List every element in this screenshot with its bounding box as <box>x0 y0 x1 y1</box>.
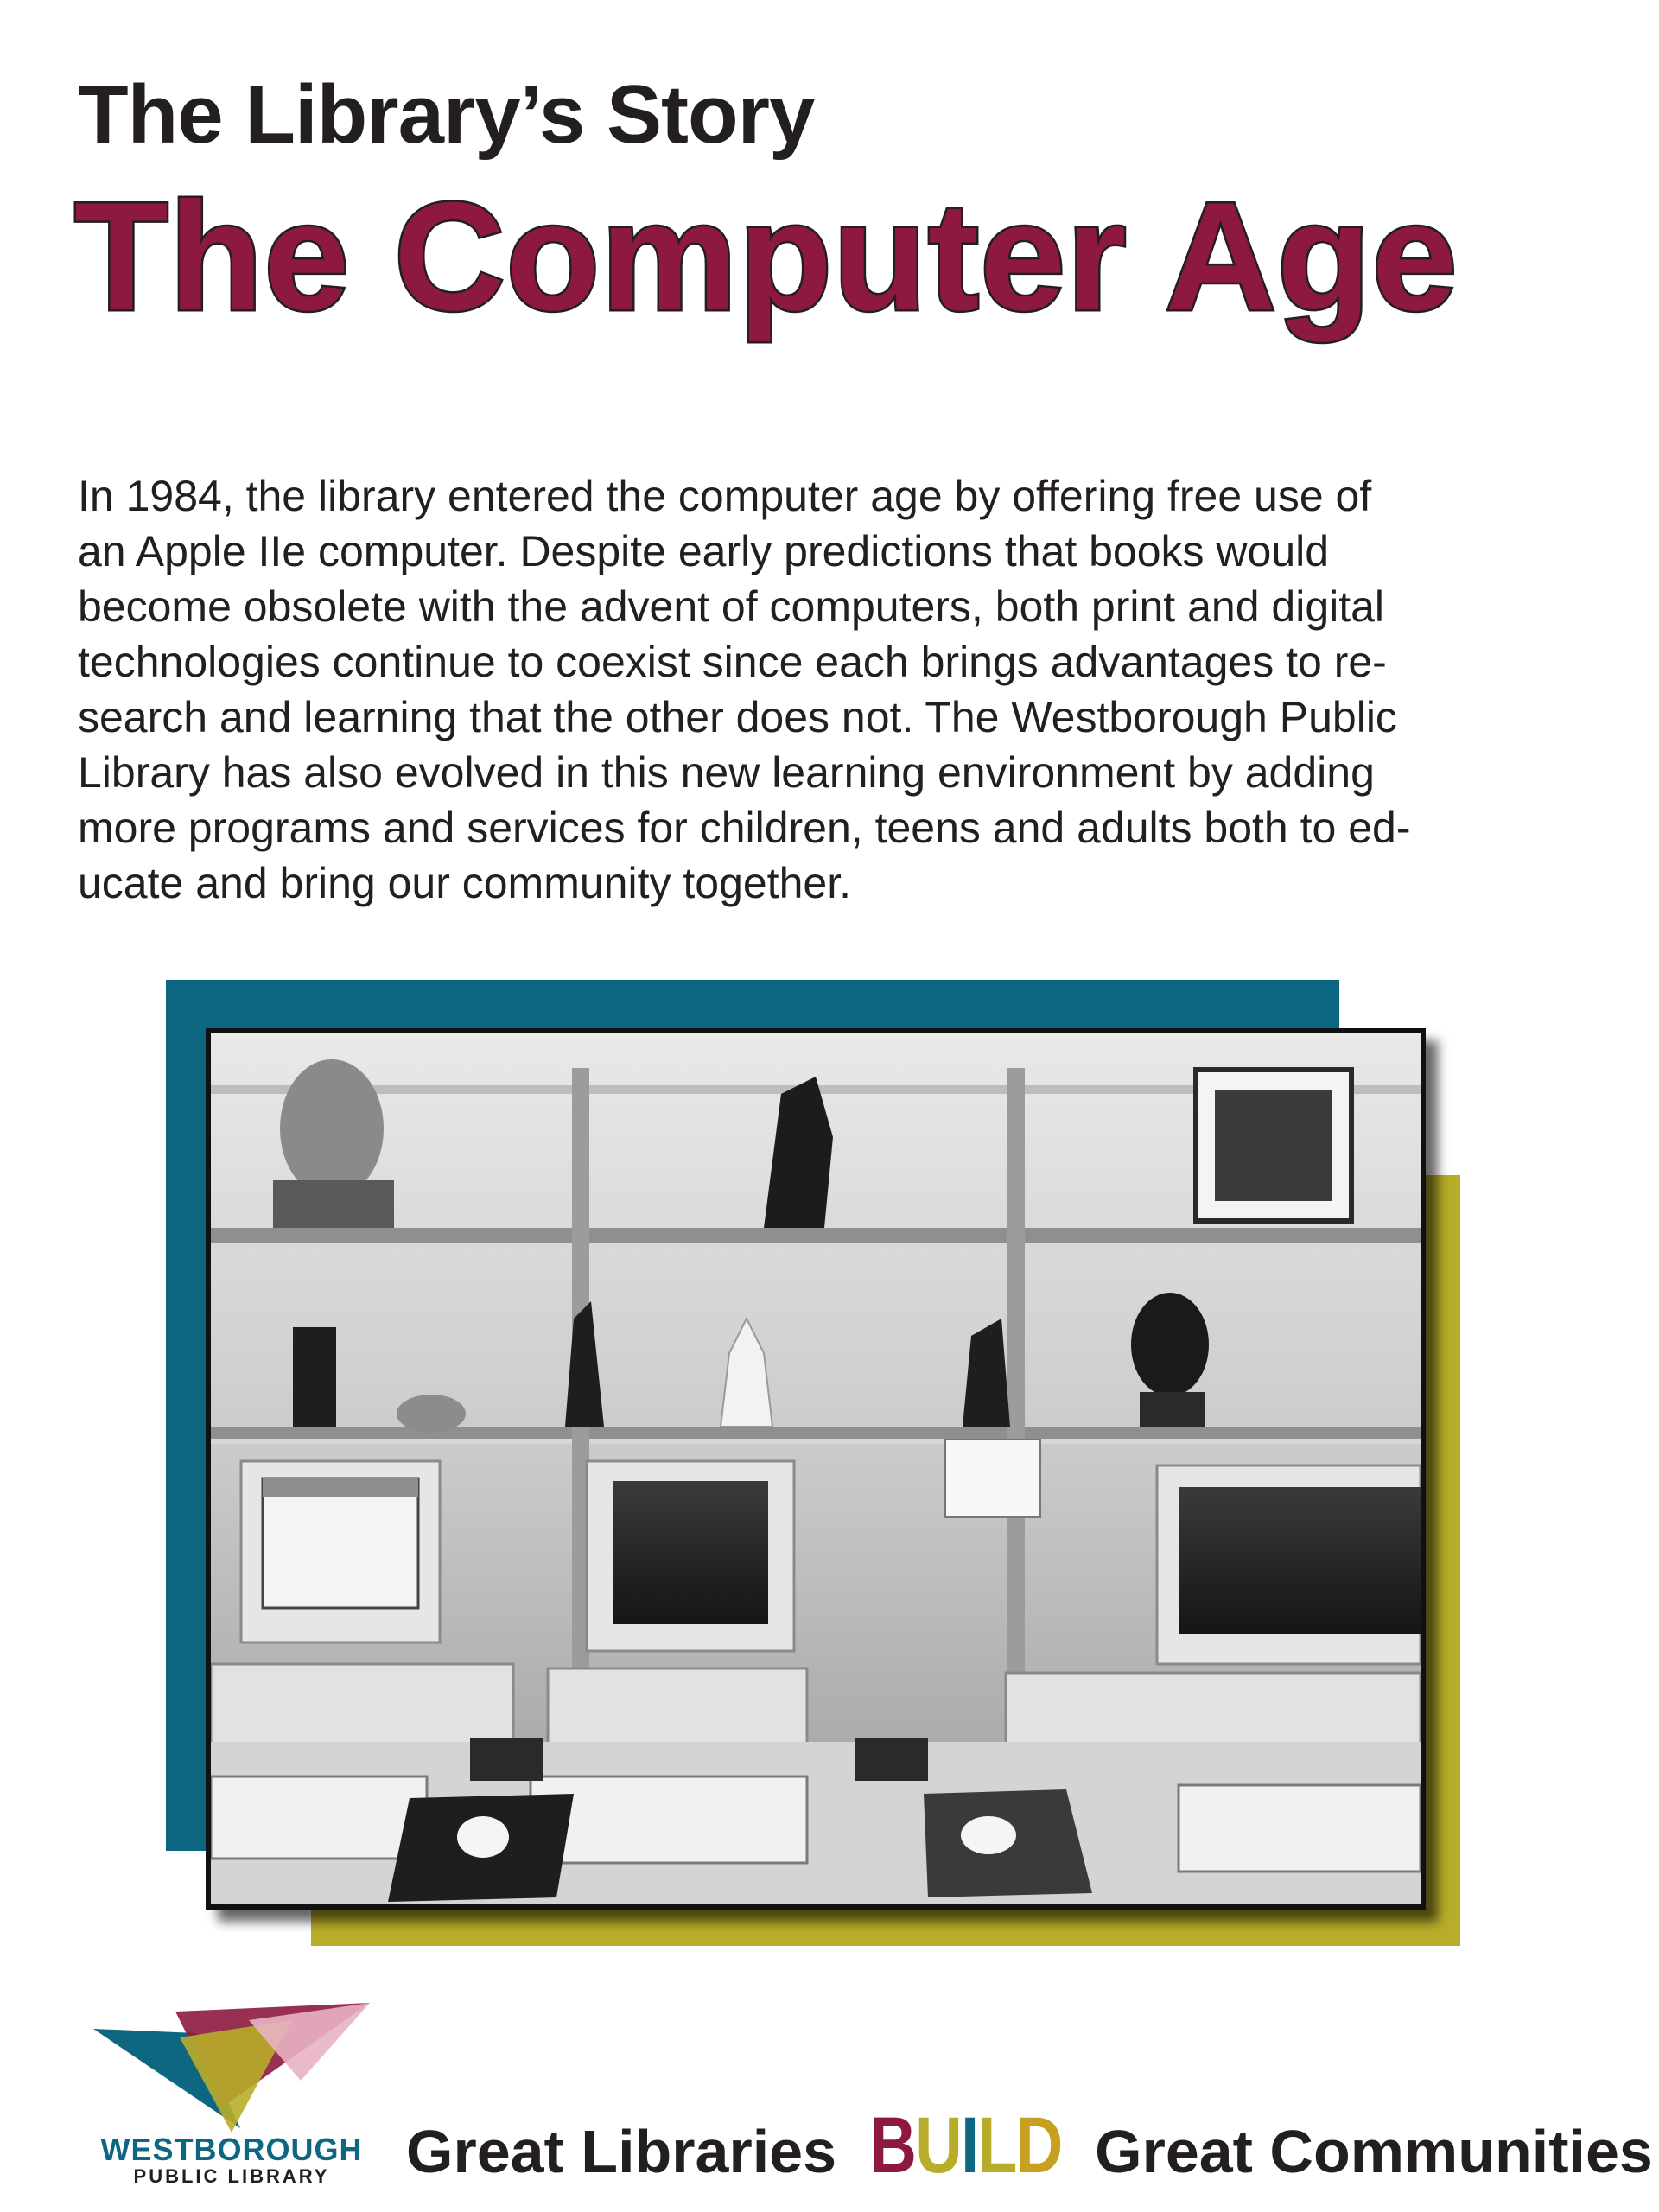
library-computers-photo <box>206 1028 1426 1910</box>
body-line: an Apple IIe computer. Despite early predictions that books would <box>78 527 1330 575</box>
page-title: The Computer Age <box>74 170 1459 342</box>
page-subtitle: The Library’s Story <box>78 68 815 161</box>
logo-subtitle: PUBLIC LIBRARY <box>133 2165 330 2187</box>
build-letter: D <box>1015 2101 1062 2190</box>
body-line: more programs and services for children, teens and adults both to ed- <box>78 804 1411 852</box>
tagline <box>406 2101 1653 2190</box>
body-line: In 1984, the library entered the computer age by offering free use of <box>78 472 1372 520</box>
body-paragraph <box>78 468 1547 911</box>
body-line: become obsolete with the advent of computers, both print and digital <box>78 582 1385 631</box>
build-letter: B <box>869 2101 916 2190</box>
body-line: ucate and bring our community together. <box>78 859 851 907</box>
tagline-after: Great Communities <box>1095 2118 1653 2185</box>
logo-name: WESTBOROUGH <box>100 2132 363 2167</box>
body-line: Library has also evolved in this new learning environment by adding <box>78 748 1375 797</box>
body-line: technologies continue to coexist since each brings advantages to re- <box>78 638 1387 686</box>
photo-illustration <box>211 1033 1421 1904</box>
tagline-before: Great Libraries <box>406 2118 836 2185</box>
westborough-logo-icon <box>93 2003 370 2150</box>
tagline-build <box>869 2101 1062 2190</box>
body-line: search and learning that the other does not. The Westborough Public <box>78 693 1397 741</box>
build-letter: U <box>915 2101 962 2190</box>
build-letter: I <box>961 2101 978 2190</box>
build-letter: L <box>977 2101 1016 2190</box>
